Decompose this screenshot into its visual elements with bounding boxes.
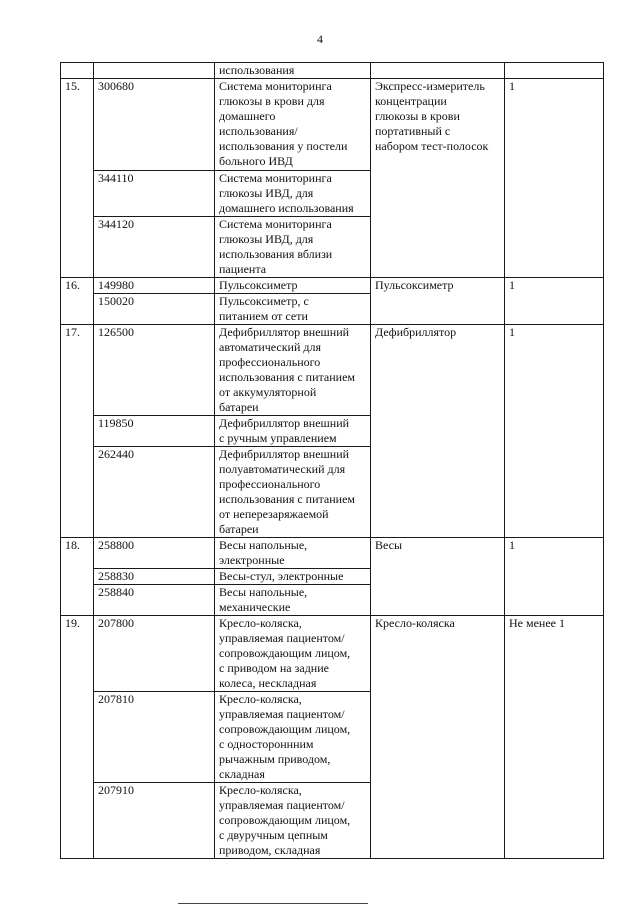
- item-name: Весы-стул, электронные: [215, 569, 371, 585]
- nkmi-code: 119850: [94, 416, 215, 447]
- quantity: 1: [505, 79, 604, 278]
- equipment-type: [371, 63, 505, 79]
- table-row: [61, 63, 604, 79]
- nkmi-code: 258800: [94, 538, 215, 569]
- table-row: [61, 79, 604, 171]
- nkmi-code: [94, 63, 215, 79]
- item-name: Кресло-коляска, управляемая пациентом/ сопровождающим лицом, с одностороннним рычажным приводом, складная: [215, 692, 371, 783]
- item-name: Система мониторинга глюкозы ИВД, для домашнего использования: [215, 171, 371, 217]
- table-row: [61, 325, 604, 416]
- nkmi-code: 262440: [94, 447, 215, 538]
- table-row: [61, 278, 604, 294]
- quantity: [505, 63, 604, 79]
- item-name: Пульсоксиметр, с питанием от сети: [215, 294, 371, 325]
- equipment-table: [60, 62, 604, 859]
- row-number: 18.: [61, 538, 94, 616]
- quantity: 1: [505, 325, 604, 538]
- item-name: Пульсоксиметр: [215, 278, 371, 294]
- nkmi-code: 344110: [94, 171, 215, 217]
- table-row: [61, 616, 604, 692]
- row-number: [61, 63, 94, 79]
- item-name: Кресло-коляска, управляемая пациентом/ сопровождающим лицом, с приводом на задние колеса, нескладная: [215, 616, 371, 692]
- item-name: Дефибриллятор внешний автоматический для профессионального использования с питанием от аккумуляторной батареи: [215, 325, 371, 416]
- nkmi-code: 149980: [94, 278, 215, 294]
- nkmi-code: 207800: [94, 616, 215, 692]
- row-number: 15.: [61, 79, 94, 278]
- equipment-type: Кресло-коляска: [371, 616, 505, 859]
- item-name: использования: [215, 63, 371, 79]
- item-name: Система мониторинга глюкозы ИВД, для использования вблизи пациента: [215, 217, 371, 278]
- row-number: 17.: [61, 325, 94, 538]
- nkmi-code: 207910: [94, 783, 215, 859]
- nkmi-code: 126500: [94, 325, 215, 416]
- row-number: 19.: [61, 616, 94, 859]
- quantity: Не менее 1: [505, 616, 604, 859]
- quantity: 1: [505, 538, 604, 616]
- item-name: Дефибриллятор внешний с ручным управлением: [215, 416, 371, 447]
- nkmi-code: 258830: [94, 569, 215, 585]
- item-name: Дефибриллятор внешний полуавтоматический для профессионального использования с питанием от неперезаряжаемой батареи: [215, 447, 371, 538]
- nkmi-code: 207810: [94, 692, 215, 783]
- page-number: 4: [317, 32, 323, 46]
- equipment-type: Экспресс-измеритель концентрации глюкозы в крови портативный с набором тест-полосок: [371, 79, 505, 278]
- item-name: Кресло-коляска, управляемая пациентом/ сопровождающим лицом, с двуручным цепным приводом, складная: [215, 783, 371, 859]
- equipment-type: Дефибриллятор: [371, 325, 505, 538]
- nkmi-code: 258840: [94, 585, 215, 616]
- item-name: Весы напольные, механические: [215, 585, 371, 616]
- item-name: Весы напольные, электронные: [215, 538, 371, 569]
- quantity: 1: [505, 278, 604, 325]
- equipment-type: Пульсоксиметр: [371, 278, 505, 325]
- nkmi-code: 300680: [94, 79, 215, 171]
- nkmi-code: 150020: [94, 294, 215, 325]
- row-number: 16.: [61, 278, 94, 325]
- table-row: [61, 538, 604, 569]
- equipment-type: Весы: [371, 538, 505, 616]
- item-name: Система мониторинга глюкозы в крови для домашнего использования/ использования у постели больного ИВД: [215, 79, 371, 171]
- nkmi-code: 344120: [94, 217, 215, 278]
- bottom-divider: [178, 903, 368, 904]
